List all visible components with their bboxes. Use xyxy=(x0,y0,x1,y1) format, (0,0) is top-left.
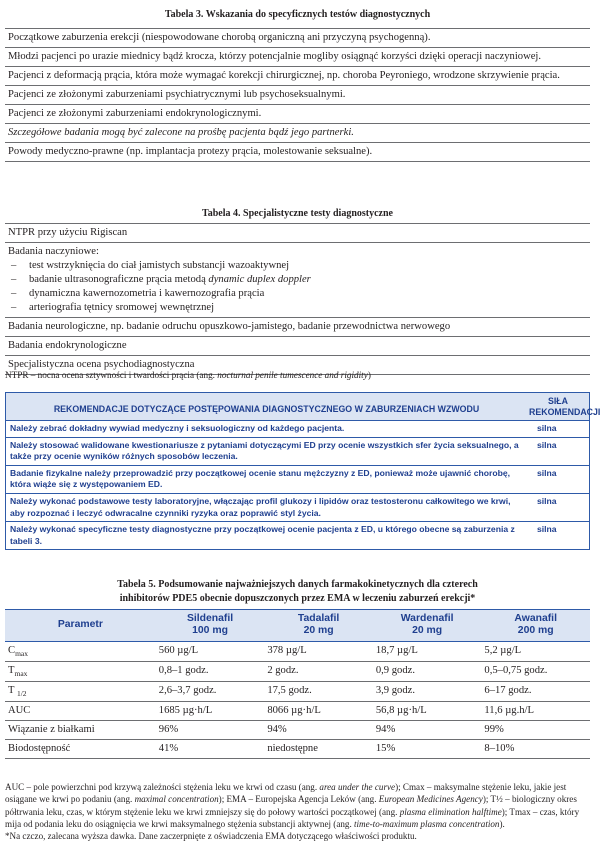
footnote-segment: time-to-maximum plasma concentration xyxy=(354,819,500,830)
recommendation-strength: silna xyxy=(537,467,557,478)
footnote-segment: ); T½ – biologiczny okres półtrwania leku, czas, w którym stężenie leku we krwi zmniejszy się do połowy wartości początkowej (ang. xyxy=(5,794,577,817)
value-cell: 5,2 µg/L xyxy=(481,641,590,661)
footnote-segment: ). xyxy=(499,819,505,830)
value-cell: 99% xyxy=(481,720,590,739)
table3-row: Pacjenci ze złożonymi zaburzeniami psychiatrycznymi lub psychoseksualnymi. xyxy=(5,86,590,105)
footnote-segment: European Medicines Agency xyxy=(378,794,483,805)
table3-row: Początkowe zaburzenia erekcji (niespowodowane chorobą organiczną ani przyczyną psychogenną). xyxy=(5,29,590,48)
footnote-segment: AUC – pole powierzchni pod krzywą zależności stężenia leku we krwi od czasu (ang. xyxy=(5,782,320,792)
note-prefix: NTPR – nocna ocena sztywności i twardości prącia (ang. xyxy=(5,370,218,380)
value-cell: niedostępne xyxy=(264,739,373,758)
vascular-item-plain: dynamiczna kawernozometria i kawernozografia prącia xyxy=(29,287,265,299)
drug-dose: 100 mg xyxy=(192,625,228,637)
dash-marker: – xyxy=(11,259,17,271)
table4-row-endo: Badania endokrynologiczne xyxy=(5,337,590,356)
table5 xyxy=(5,609,590,759)
header-drug xyxy=(481,610,590,642)
header-drug xyxy=(264,610,373,642)
value-cell: 2,6–3,7 godz. xyxy=(156,681,265,701)
table-row xyxy=(5,661,590,681)
vascular-item-plain: badanie ultrasonograficzne prącia metodą xyxy=(29,273,209,285)
dash-marker: – xyxy=(11,273,17,285)
value-cell: 8–10% xyxy=(481,739,590,758)
param-name: AUC xyxy=(8,704,31,716)
table3-caption: Tabela 3. Wskazania do specyficznych testów diagnostycznych xyxy=(164,9,431,20)
vascular-item xyxy=(11,287,587,301)
table-row xyxy=(5,739,590,758)
table3-row: Pacjenci ze złożonymi zaburzeniami endokrynologicznymi. xyxy=(5,105,590,124)
table3-row: Młodzi pacjenci po urazie miednicy bądź krocza, którzy potencjalnie mogliby osiągnąć korzyści dzięki operacji naczyniowej. xyxy=(5,48,590,67)
footnote-segment: maximal concentration xyxy=(134,794,219,805)
value-cell: 96% xyxy=(156,720,265,739)
value-cell: 17,5 godz. xyxy=(264,681,373,701)
table-row xyxy=(5,720,590,739)
recommendation-strength: silna xyxy=(537,524,557,535)
param-name: T xyxy=(8,684,17,696)
footnote-segment: plasma elimination halftime xyxy=(399,806,502,817)
value-cell: 3,9 godz. xyxy=(373,681,482,701)
value-cell: 18,7 µg/L xyxy=(373,641,482,661)
param-subscript: max xyxy=(15,649,28,659)
table4-note xyxy=(5,369,590,381)
value-cell: 560 µg/L xyxy=(156,641,265,661)
recommendations-title: REKOMENDACJE DOTYCZĄCE POSTĘPOWANIA DIAGNOSTYCZNEGO W ZABURZENIACH WZWODU xyxy=(53,404,480,414)
value-cell: 15% xyxy=(373,739,482,758)
header-param: Parametr xyxy=(5,610,156,642)
value-cell: 56,8 µg·h/L xyxy=(373,701,482,720)
table3-row: Szczegółowe badania mogą być zalecone na prośbę pacjenta bądź jego partnerki. xyxy=(5,124,590,143)
recommendation-text: Należy zebrać dokładny wywiad medyczny i seksuologiczny od każdego pacjenta. xyxy=(10,423,345,434)
vascular-item xyxy=(11,301,587,315)
table-row xyxy=(5,681,590,701)
recommendation-text: Należy wykonać podstawowe testy laboratoryjne, włączając profil glukozy i lipidów oraz testosteronu całkowitego we krwi, aby rozpoznać i leczyć odwracalne czynniki ryzyka oraz poprawić styl życia. xyxy=(10,496,511,518)
param-name: T xyxy=(8,664,15,676)
vascular-item xyxy=(11,273,587,287)
value-cell: 11,6 µg.h/L xyxy=(481,701,590,720)
footnote-asterisk: *Na czczo, zalecana wyższa dawka. Dane zaczerpnięte z oświadczenia EMA dotyczącego właściwości produktu. xyxy=(5,831,417,842)
vascular-item-text xyxy=(29,273,311,287)
param-cell xyxy=(5,720,156,739)
param-name: C xyxy=(8,644,16,656)
param-cell xyxy=(5,661,156,681)
table3-row: Powody medyczno-prawne (np. implantacja protezy prącia, molestowanie seksualne). xyxy=(5,143,590,162)
param-cell xyxy=(5,641,156,661)
drug-name: Tadalafil xyxy=(297,613,340,624)
param-cell xyxy=(5,701,156,720)
vascular-item-italic: dynamic duplex doppler xyxy=(208,273,311,285)
param-cell xyxy=(5,739,156,758)
param-cell xyxy=(5,681,156,701)
vascular-title: Badania naczyniowe: xyxy=(8,245,99,257)
value-cell: 0,8–1 godz. xyxy=(156,661,265,681)
table3 xyxy=(5,28,590,162)
recommendation-text: Badanie fizykalne należy przeprowadzić przy początkowej ocenie stanu mężczyzny z ED, ponieważ może ujawnić chorobę, która wiąże się z występowaniem ED. xyxy=(10,467,511,490)
recommendation-text: Należy stosować walidowane kwestionariusze z pytaniami dotyczącymi ED przy ocenie wszystkich sfer życia seksualnego, a także przy ocenie wyników różnych sposobów leczenia. xyxy=(10,439,519,462)
param-subscript: 1/2 xyxy=(16,689,27,699)
note-italic: nocturnal penile tumescence and rigidity xyxy=(217,370,368,380)
footnote-segment: ); Tmax – czas, który mija od podania leku do osiągnięcia we krwi maksymalnego stężenia substancji aktywnej (ang. xyxy=(5,806,580,830)
vascular-item-text xyxy=(29,287,264,301)
strength-header: SIŁA REKOMENDACJI xyxy=(529,396,600,417)
table4-row-psych: Specjalistyczna ocena psychodiagnostyczna xyxy=(5,356,590,375)
table-row xyxy=(5,641,590,661)
table4-caption: Tabela 4. Specjalistyczne testy diagnostyczne xyxy=(201,208,393,219)
recommendations-box xyxy=(5,392,600,550)
value-cell: 6–17 godz. xyxy=(481,681,590,701)
vascular-item-text xyxy=(29,301,214,315)
dash-marker: – xyxy=(11,287,17,299)
recommendation-text: Należy wykonać specyficzne testy diagnostyczne przy początkowej ocenie pacjenta z ED, u którego obecne są zaburzenia z tabeli 3. xyxy=(10,524,515,546)
footnote-segment: ); Cmax – maksymalne stężenie leku, jakie jest osiągane we krwi po podaniu (ang. xyxy=(5,782,567,805)
vascular-item xyxy=(11,259,587,273)
recommendation-strength: silna xyxy=(537,496,557,507)
header-drug xyxy=(373,610,482,642)
dash-marker: – xyxy=(11,301,17,313)
drug-dose: 20 mg xyxy=(303,625,334,637)
footnote-abbreviations xyxy=(5,781,590,830)
value-cell: 0,5–0,75 godz. xyxy=(481,661,590,681)
drug-name: Awanafil xyxy=(514,613,557,624)
table5-caption xyxy=(5,578,590,605)
table5-footnotes xyxy=(5,781,590,843)
footnote-segment: area under the curve xyxy=(319,782,396,792)
value-cell: 94% xyxy=(373,720,482,739)
param-name: Wiązanie z białkami xyxy=(8,723,95,735)
drug-dose: 200 mg xyxy=(517,625,554,637)
recommendation-strength: silna xyxy=(537,423,557,434)
drug-name: Sildenafil xyxy=(186,613,234,624)
recommendations-header xyxy=(6,393,600,421)
table5-caption-line1: Tabela 5. Podsumowanie najważniejszych danych farmakokinetycznych dla czterech xyxy=(117,579,478,590)
recommendation-row xyxy=(6,421,589,438)
table4-row-vascular xyxy=(5,243,590,318)
table4-row-rigiscan: NTPR przy użyciu Rigiscan xyxy=(5,224,590,243)
value-cell: 8066 µg·h/L xyxy=(264,701,373,720)
value-cell: 41% xyxy=(156,739,265,758)
recommendation-strength: silna xyxy=(537,439,557,450)
table4 xyxy=(5,223,590,375)
recommendation-row xyxy=(6,466,589,494)
value-cell: 0,9 godz. xyxy=(373,661,482,681)
param-name: Biodostępność xyxy=(8,742,71,754)
drug-dose: 20 mg xyxy=(412,625,443,637)
vascular-list xyxy=(8,259,587,315)
value-cell: 2 godz. xyxy=(264,661,373,681)
vascular-item-plain: test wstrzyknięcia do ciał jamistych substancji wazoaktywnej xyxy=(29,259,290,271)
recommendation-row xyxy=(6,438,589,466)
drug-name: Wardenafil xyxy=(400,613,454,624)
recommendation-row xyxy=(6,522,589,549)
table5-caption-line2: inhibitorów PDE5 obecnie dopuszczonych przez EMA w leczeniu zaburzeń erekcji* xyxy=(119,592,476,604)
value-cell: 378 µg/L xyxy=(264,641,373,661)
table4-row-neuro: Badania neurologiczne, np. badanie odruchu opuszkowo-jamistego, badanie przewodnictwa nerwowego xyxy=(5,318,590,337)
value-cell: 94% xyxy=(264,720,373,739)
note-suffix: ) xyxy=(367,370,371,380)
table-row xyxy=(5,701,590,720)
param-subscript: max xyxy=(14,669,28,679)
recommendation-row xyxy=(6,494,589,522)
header-drug xyxy=(156,610,265,642)
vascular-item-plain: arteriografia tętnicy sromowej wewnętrznej xyxy=(29,301,215,313)
table3-row: Pacjenci z deformacją prącia, która może wymagać korekcji chirurgicznej, np. choroba Peyroniego, wrodzone skrzywienie prącia. xyxy=(5,67,590,86)
footnote-segment: ); EMA – Europejska Agencja Leków (ang. xyxy=(218,794,379,805)
value-cell: 1685 µg·h/L xyxy=(156,701,265,720)
vascular-item-text xyxy=(29,259,289,273)
